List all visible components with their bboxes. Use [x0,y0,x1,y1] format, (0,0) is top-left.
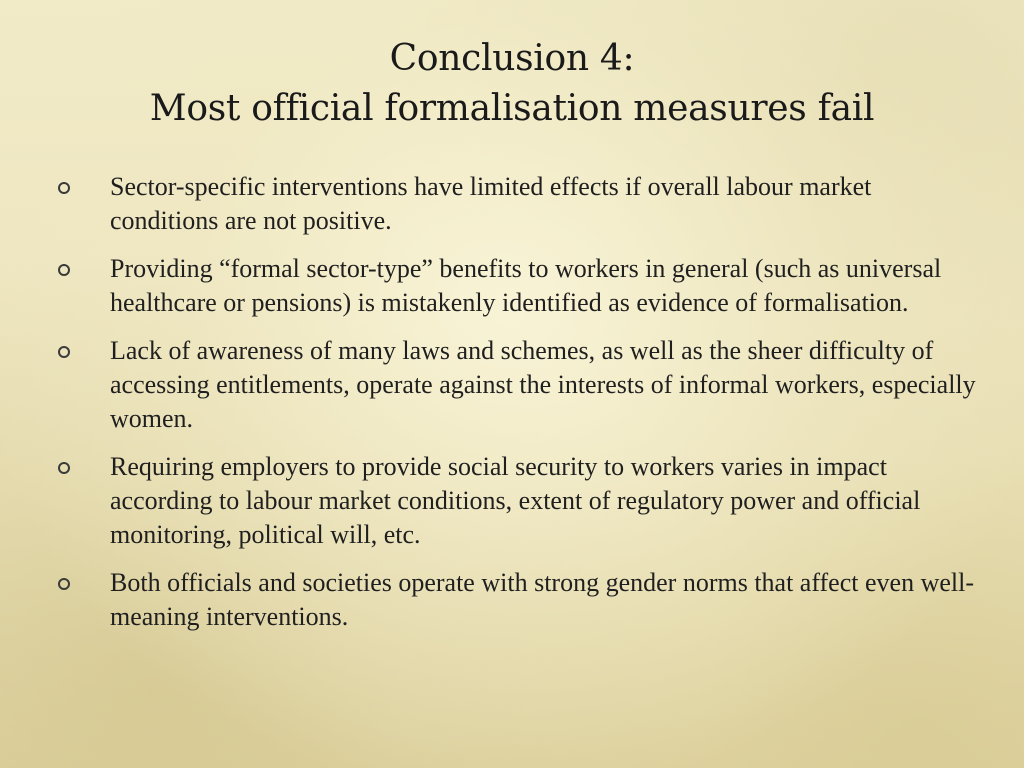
bullet-text: Requiring employers to provide social security to workers varies in impact according to labour market conditions, extent of regulatory power and official monitoring, political will, etc. [110,452,921,549]
title-line-2: Most official formalisation measures fail [149,88,875,129]
hollow-circle-icon [58,264,70,276]
bullet-item [56,450,976,552]
hollow-circle-icon [58,462,70,474]
bullet-item [56,170,976,238]
bullet-list [56,170,976,648]
bullet-text: Both officials and societies operate with strong gender norms that affect even well-meaning interventions. [110,568,974,631]
hollow-circle-icon [58,182,70,194]
title-line-1: Conclusion 4: [389,38,635,79]
hollow-circle-icon [58,346,70,358]
hollow-circle-icon [58,578,70,590]
slide-title [60,34,964,134]
bullet-text: Sector-specific interventions have limited effects if overall labour market conditions are not positive. [110,172,872,235]
bullet-item [56,566,976,634]
bullet-item [56,334,976,436]
bullet-item [56,252,976,320]
bullet-text: Providing “formal sector-type” benefits to workers in general (such as universal healthcare or pensions) is mistakenly identified as evidence of formalisation. [110,254,942,317]
bullet-text: Lack of awareness of many laws and schemes, as well as the sheer difficulty of accessing entitlements, operate against the interests of informal workers, especially women. [110,336,976,433]
